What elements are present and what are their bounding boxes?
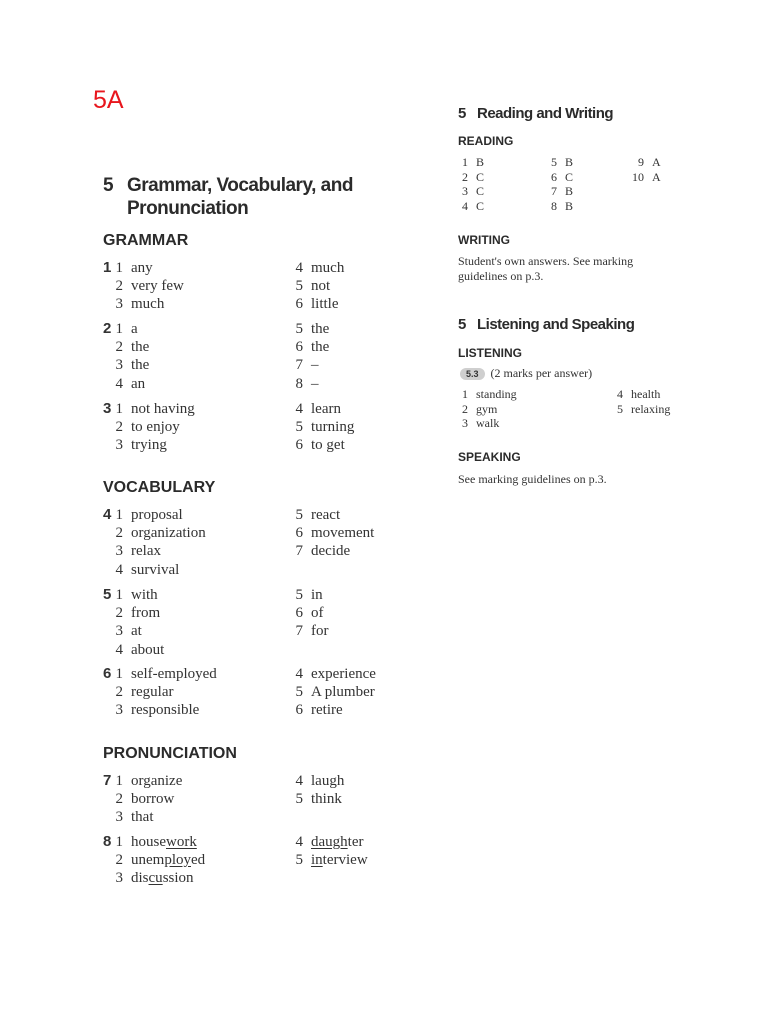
answer-item xyxy=(103,701,199,719)
item-answer: little xyxy=(311,296,339,313)
item-answer: B xyxy=(565,184,574,198)
item-answer: borrow xyxy=(131,791,175,808)
reading-answer xyxy=(458,170,484,185)
answer-item xyxy=(283,436,345,454)
answer-item xyxy=(283,277,330,295)
page-label: 5A xyxy=(93,86,124,114)
item-number: 5 xyxy=(295,791,303,808)
answer-item xyxy=(283,772,344,790)
item-answer: responsible xyxy=(131,702,200,719)
item-answer: B xyxy=(565,198,574,213)
item-answer: an xyxy=(131,375,146,392)
item-number: 7 xyxy=(295,357,303,374)
item-answer: laugh xyxy=(311,773,345,789)
item-number: 6 xyxy=(295,702,303,719)
answer-item xyxy=(283,665,376,683)
item-answer: much xyxy=(131,296,165,313)
item-number: 7 xyxy=(295,623,303,640)
item-answer: A plumber xyxy=(311,684,375,701)
answer-item xyxy=(283,833,364,851)
answer-item xyxy=(103,561,179,579)
answer-item xyxy=(103,295,164,313)
item-answer: C xyxy=(476,169,485,184)
reading-heading: READING xyxy=(458,134,514,148)
item-number: 4 xyxy=(115,375,123,392)
item-answer: daughter xyxy=(311,834,364,850)
item-answer: decide xyxy=(311,543,351,560)
answer-item xyxy=(283,320,329,338)
item-answer: C xyxy=(565,169,574,184)
reading-writing-title xyxy=(458,105,613,122)
answer-item xyxy=(283,295,339,313)
item-number: 8 xyxy=(551,198,557,213)
reading-answer xyxy=(458,199,484,214)
reading-answer xyxy=(547,170,573,185)
item-answer: the xyxy=(311,321,330,337)
answer-item xyxy=(103,869,194,887)
answer-item xyxy=(103,375,145,393)
answer-item xyxy=(103,506,183,524)
answer-item xyxy=(283,338,329,356)
item-answer: not having xyxy=(131,401,195,417)
item-number: 3 xyxy=(115,623,123,640)
item-number: 6 xyxy=(295,296,303,313)
item-answer: movement xyxy=(311,525,375,542)
item-answer: survival xyxy=(131,561,180,578)
answer-item xyxy=(103,683,173,701)
item-number: 2 xyxy=(115,419,123,436)
item-number: 2 xyxy=(462,169,468,184)
answer-item xyxy=(103,665,217,683)
item-number: 3 xyxy=(115,543,123,560)
answer-item xyxy=(283,622,329,640)
item-number: 4 xyxy=(115,561,123,578)
item-number: 5 xyxy=(295,419,303,436)
item-answer: relaxing xyxy=(631,401,671,416)
item-number: 4 xyxy=(462,198,468,213)
answer-item xyxy=(103,851,205,869)
answer-item xyxy=(283,375,319,393)
exercise-number: 7 xyxy=(103,772,112,789)
item-number: 1 xyxy=(115,401,123,417)
reading-answer xyxy=(547,184,573,199)
item-answer: C xyxy=(476,198,485,213)
item-number: 1 xyxy=(115,834,123,850)
answer-item xyxy=(103,277,184,295)
exercise-number: 6 xyxy=(103,665,112,682)
item-number: 2 xyxy=(115,684,123,701)
vocabulary-heading: VOCABULARY xyxy=(103,479,216,496)
item-number: 3 xyxy=(115,702,123,719)
item-number: 10 xyxy=(632,169,644,184)
item-answer: B xyxy=(476,155,485,169)
item-answer: much xyxy=(311,260,345,276)
item-answer: retire xyxy=(311,702,343,719)
writing-text: Student's own answers. See marking guidelines on p.3. xyxy=(458,254,634,283)
answer-item xyxy=(103,790,174,808)
answer-item xyxy=(283,790,342,808)
item-number: 3 xyxy=(115,809,123,826)
speaking-text: See marking guidelines on p.3. xyxy=(458,472,607,486)
answer-item xyxy=(103,772,182,790)
item-answer: – xyxy=(311,357,319,374)
rw-title: Reading and Writing xyxy=(477,105,614,122)
item-number: 1 xyxy=(115,507,123,523)
answer-item xyxy=(103,808,154,826)
item-number: 4 xyxy=(115,641,123,658)
item-number: 2 xyxy=(115,339,123,356)
reading-answer xyxy=(547,155,573,170)
item-answer: housework xyxy=(131,834,197,850)
item-number: 5 xyxy=(295,684,303,701)
item-number: 8 xyxy=(295,375,303,392)
item-answer: organize xyxy=(131,773,183,789)
listening-heading: LISTENING xyxy=(458,346,523,360)
listening-answer xyxy=(458,387,517,402)
item-answer: that xyxy=(131,809,154,826)
item-answer: health xyxy=(631,387,661,401)
listening-answer xyxy=(613,402,670,417)
pronunciation-heading: PRONUNCIATION xyxy=(103,745,237,762)
item-answer: of xyxy=(311,605,324,622)
item-answer: discussion xyxy=(131,870,194,887)
reading-answer xyxy=(547,199,573,214)
answer-item xyxy=(283,506,340,524)
exercise-number: 2 xyxy=(103,320,112,337)
answer-item xyxy=(103,641,164,659)
item-answer: interview xyxy=(311,852,368,869)
answer-item xyxy=(283,400,341,418)
item-number: 2 xyxy=(462,401,468,416)
answer-item xyxy=(283,683,375,701)
item-answer: the xyxy=(131,357,150,374)
item-number: 7 xyxy=(295,543,303,560)
item-answer: A xyxy=(652,155,661,169)
item-answer: react xyxy=(311,507,341,523)
item-number: 4 xyxy=(295,401,303,417)
item-number: 6 xyxy=(295,339,303,356)
reading-answer xyxy=(628,170,661,185)
answer-item xyxy=(103,320,138,338)
item-number: 5 xyxy=(295,587,303,603)
item-answer: with xyxy=(131,587,158,603)
answer-item xyxy=(283,356,319,374)
item-answer: from xyxy=(131,605,161,622)
listening-answer xyxy=(613,387,660,402)
exercise-number: 5 xyxy=(103,586,112,603)
item-number: 6 xyxy=(551,169,557,184)
item-number: 9 xyxy=(638,155,644,169)
item-answer: very few xyxy=(131,278,184,295)
exercise-number: 3 xyxy=(103,400,112,417)
answer-item xyxy=(283,542,350,560)
item-number: 1 xyxy=(462,387,468,401)
answer-item xyxy=(283,524,374,542)
grammar-heading: GRAMMAR xyxy=(103,232,189,249)
item-number: 1 xyxy=(462,155,468,169)
item-answer: at xyxy=(131,623,142,640)
item-number: 1 xyxy=(115,773,123,789)
listening-answer xyxy=(458,402,497,417)
item-answer: turning xyxy=(311,419,355,436)
marks-note: (2 marks per answer) xyxy=(490,366,593,380)
answer-item xyxy=(103,418,180,436)
item-number: 3 xyxy=(115,296,123,313)
exercise-number: 8 xyxy=(103,833,112,850)
item-answer: not xyxy=(311,278,331,295)
reading-answer xyxy=(458,184,484,199)
item-number: 3 xyxy=(115,437,123,454)
ls-title: Listening and Speaking xyxy=(477,316,635,333)
item-answer: proposal xyxy=(131,507,183,523)
answer-item xyxy=(103,622,142,640)
item-number: 5 xyxy=(551,155,557,169)
answer-item xyxy=(103,586,158,604)
item-number: 1 xyxy=(115,260,123,276)
item-number: 6 xyxy=(295,437,303,454)
item-answer: to enjoy xyxy=(131,419,180,436)
item-answer: C xyxy=(476,184,485,198)
reading-answer xyxy=(628,155,661,170)
item-answer: B xyxy=(565,155,574,169)
item-answer: think xyxy=(311,791,342,808)
item-number: 5 xyxy=(295,278,303,295)
item-number: 3 xyxy=(115,357,123,374)
item-number: 2 xyxy=(115,605,123,622)
answer-item xyxy=(283,418,354,436)
answer-item xyxy=(283,851,368,869)
exercise-number: 4 xyxy=(103,506,112,523)
item-answer: organization xyxy=(131,525,206,542)
answer-item xyxy=(103,542,161,560)
item-number: 5 xyxy=(295,507,303,523)
item-number: 3 xyxy=(462,184,468,198)
item-answer: A xyxy=(652,169,661,184)
listening-note xyxy=(460,366,680,381)
answer-item xyxy=(283,259,344,277)
item-number: 3 xyxy=(115,870,123,887)
item-number: 4 xyxy=(295,834,303,850)
item-number: 4 xyxy=(617,387,623,401)
item-answer: experience xyxy=(311,666,376,682)
item-answer: gym xyxy=(476,401,498,416)
item-number: 2 xyxy=(115,278,123,295)
item-number: 4 xyxy=(295,773,303,789)
item-number: 3 xyxy=(462,416,468,430)
item-number: 4 xyxy=(295,666,303,682)
writing-heading: WRITING xyxy=(458,233,510,247)
item-answer: the xyxy=(311,339,330,356)
item-answer: self-employed xyxy=(131,666,217,682)
answer-item xyxy=(283,701,343,719)
item-number: 5 xyxy=(617,401,623,416)
item-number: 1 xyxy=(115,321,123,337)
item-answer: about xyxy=(131,641,165,658)
unit-title xyxy=(103,174,353,220)
item-answer: the xyxy=(131,339,150,356)
item-number: 6 xyxy=(295,605,303,622)
item-answer: a xyxy=(131,321,138,337)
speaking-heading: SPEAKING xyxy=(458,450,521,464)
answer-item xyxy=(103,400,195,418)
item-number: 5 xyxy=(295,321,303,337)
item-number: 7 xyxy=(551,184,557,198)
listening-speaking-title xyxy=(458,316,634,333)
item-answer: relax xyxy=(131,543,161,560)
answer-item xyxy=(103,436,167,454)
unit-title-line2: Pronunciation xyxy=(127,198,249,219)
answer-item xyxy=(103,259,153,277)
item-number: 1 xyxy=(115,666,123,682)
listening-answer xyxy=(458,416,499,431)
item-answer: trying xyxy=(131,437,167,454)
rw-number: 5 xyxy=(458,105,466,122)
item-number: 2 xyxy=(115,791,123,808)
answer-item xyxy=(103,604,160,622)
unit-number: 5 xyxy=(103,175,114,196)
track-badge: 5.3 xyxy=(460,368,485,380)
answer-item xyxy=(283,586,323,604)
item-answer: any xyxy=(131,260,153,276)
answer-item xyxy=(103,338,149,356)
item-answer: in xyxy=(311,587,323,603)
item-number: 6 xyxy=(295,525,303,542)
item-answer: walk xyxy=(476,416,500,430)
exercise-number: 1 xyxy=(103,259,112,276)
item-number: 2 xyxy=(115,525,123,542)
item-number: 4 xyxy=(295,260,303,276)
item-answer: learn xyxy=(311,401,341,417)
unit-title-line1: Grammar, Vocabulary, and xyxy=(127,175,353,196)
answer-item xyxy=(103,356,149,374)
item-answer: unemployed xyxy=(131,852,206,869)
item-answer: regular xyxy=(131,684,174,701)
reading-answer xyxy=(458,155,484,170)
item-answer: to get xyxy=(311,437,345,454)
item-number: 2 xyxy=(115,852,123,869)
answer-item xyxy=(103,833,197,851)
answer-item xyxy=(283,604,324,622)
item-number: 5 xyxy=(295,852,303,869)
ls-number: 5 xyxy=(458,316,466,333)
item-answer: – xyxy=(311,375,319,392)
answer-item xyxy=(103,524,206,542)
item-answer: for xyxy=(311,623,329,640)
item-answer: standing xyxy=(476,387,517,401)
item-number: 1 xyxy=(115,587,123,603)
